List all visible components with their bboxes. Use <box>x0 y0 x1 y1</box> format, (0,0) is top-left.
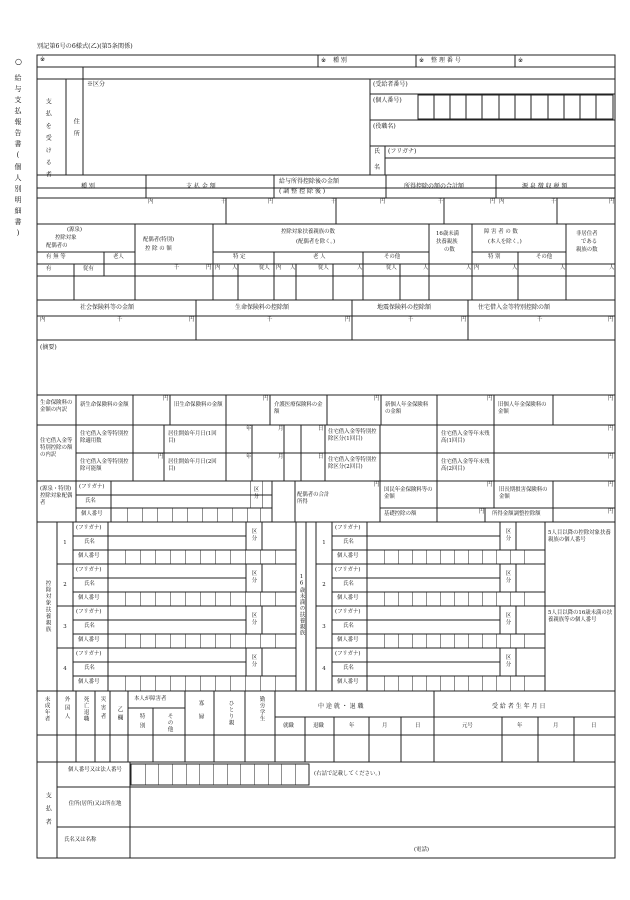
disabled-count-sub: (本人を除く。) <box>488 239 522 245</box>
yen-mark: 円 <box>345 317 351 323</box>
employment-label: 就職 <box>283 723 294 729</box>
kome-mark-2: ※ <box>321 57 327 64</box>
after-deduction-sub: ( 調 整 控 除 後 ) <box>279 188 326 195</box>
nonresident-label-3: 親族の数 <box>576 247 598 253</box>
dependent-kubun: 区分 <box>504 654 511 669</box>
dependent-kubun: 区分 <box>504 612 511 627</box>
dependent-row-number: 2 <box>322 582 326 588</box>
after-deduction-header: 給与所得控除後の金額 <box>279 178 340 185</box>
thousand-mark: 千 <box>267 317 273 323</box>
yen-mark: 円 <box>374 482 380 488</box>
nonresident-label-2: である <box>581 239 598 245</box>
dependent-number: 個人番号 <box>337 595 359 601</box>
thousand-mark: 千 <box>221 199 227 205</box>
payer-address-label: 住所(居所)又は所在地 <box>68 801 122 807</box>
foreigner-label: 外国人 <box>63 696 70 722</box>
applicable-count-label: 住宅借入金等特別控除適用数 <box>80 431 129 445</box>
payment-type-header: 種 別 <box>81 183 95 190</box>
seiri-bango-label: 整 理 番 号 <box>431 57 461 64</box>
year-mark: 年 <box>517 723 523 729</box>
cohabit-mark: 従人 <box>386 265 397 271</box>
person-mark: 人 <box>232 265 238 271</box>
yen-mark: 円 <box>487 396 493 402</box>
kome-mark-3: ※ <box>419 57 425 64</box>
thousand-mark: 千 <box>174 265 180 271</box>
year-end-1-label: 住宅借入金等年末残高(1回目) <box>441 431 490 445</box>
spouse-section-label: (源泉・特別)控除対象配偶者 <box>40 486 73 507</box>
corp-number-label: 個人番号又は法人番号 <box>68 767 122 773</box>
elderly-label: 老人 <box>113 254 124 260</box>
dependent-name: 氏名 <box>84 665 95 671</box>
dependents-left-label: 控除対象扶養親族 <box>44 580 51 633</box>
person-mark: 人 <box>290 265 296 271</box>
personal-number-label: (個人番号) <box>373 97 402 104</box>
total-income-label: 配偶者の合計所得 <box>297 492 330 506</box>
yen-mark: 円 <box>608 482 614 488</box>
dependent-kubun: 区分 <box>504 570 511 585</box>
inner-mark: 内 <box>474 265 480 271</box>
presence-label: 有 無 等 <box>46 254 66 260</box>
thousand-mark: 千 <box>551 199 557 205</box>
phone-label: (電話) <box>414 847 429 853</box>
other-disabled-status: その他 <box>166 713 173 733</box>
nonresident-label: 非居住者 <box>576 231 598 237</box>
inner-mark: 内 <box>499 199 505 205</box>
dependent-row-number: 4 <box>63 666 67 672</box>
deduction-total-header: 所得控除の額の合計額 <box>404 183 465 190</box>
dependents-count-label: 控除対象扶養親族の数 <box>281 229 335 235</box>
fifth-under16-note: 5人目以降の16歳未満の扶養親族等の個人番号 <box>548 610 613 624</box>
person-mark: 人 <box>609 265 615 271</box>
year-mark: 年 <box>246 454 252 460</box>
day-mark: 日 <box>318 426 324 432</box>
under16-label-3: の数 <box>444 247 455 253</box>
under16-label-2: 扶養親族 <box>436 239 458 245</box>
dependent-name: 氏名 <box>84 623 95 629</box>
yen-mark: 円 <box>374 396 380 402</box>
others-label: その他 <box>384 254 401 260</box>
dependent-furigana: (フリガナ) <box>335 609 361 615</box>
special-deduction-label: 配偶者(特別) <box>143 237 175 243</box>
form-header-note: 別記第6号の6様式(乙)(第5条関係) <box>37 43 133 50</box>
yen-mark: 円 <box>608 509 614 515</box>
kome-mark-1: ※ <box>40 56 46 63</box>
disaster-label: 災害者 <box>99 696 106 722</box>
other-disabled-label: その他 <box>536 254 553 260</box>
thousand-mark: 千 <box>438 199 444 205</box>
month-mark: 月 <box>278 426 284 432</box>
thousand-mark: 千 <box>408 317 414 323</box>
dependent-row-number: 2 <box>63 582 67 588</box>
inner-mark: 内 <box>215 265 221 271</box>
new-pension-label: 新個人年金保険料の金額 <box>385 402 429 416</box>
spouse-kubun-label: 区分 <box>252 486 259 501</box>
corp-number-note: (右詰で記載してください。) <box>314 771 381 777</box>
furigana-label: (フリガナ) <box>388 148 417 155</box>
social-insurance-header: 社会保険料等の金額 <box>80 304 135 311</box>
dependent-number: 個人番号 <box>337 637 359 643</box>
dependent-name: 氏名 <box>343 539 354 545</box>
yen-mark: 円 <box>158 454 164 460</box>
retirement-label: 退職 <box>313 723 324 729</box>
dependent-kubun: 区分 <box>250 612 257 627</box>
dependent-row-number: 3 <box>63 624 67 630</box>
midyear-header: 中 途 就 ・ 退 職 <box>318 703 364 710</box>
birth-date-header: 受 給 者 生 年 月 日 <box>492 703 546 710</box>
payment-amount-header: 支 払 金 額 <box>186 183 216 190</box>
minor-label: 未成年者 <box>43 696 50 723</box>
specific-label: 特 定 <box>233 254 246 260</box>
yen-mark: 円 <box>263 396 269 402</box>
inner-mark: 内 <box>40 317 46 323</box>
old-long-term-label: 旧長期損害保険料の金額 <box>499 487 548 501</box>
earthquake-insurance-header: 地震保険料の控除額 <box>377 304 432 311</box>
shubetsu-label: 種 別 <box>333 57 347 64</box>
yen-mark: 円 <box>487 482 493 488</box>
basic-deduction-label: 基礎控除の額 <box>384 511 417 517</box>
dependent-kubun: 区分 <box>250 654 257 669</box>
care-label: 介護医療保険料の金額 <box>274 402 323 416</box>
recipient-number-label: (受給者番号) <box>373 81 408 88</box>
yen-mark: 円 <box>268 199 274 205</box>
dependent-name: 氏名 <box>343 665 354 671</box>
yen-mark: 円 <box>609 199 615 205</box>
kubun-label: ※区分 <box>87 81 106 88</box>
dependent-number: 個人番号 <box>78 637 100 643</box>
payer-label: 支払者 <box>44 792 52 832</box>
widow-label: 寡婦 <box>197 700 204 728</box>
dependents-count-sub: (配偶者を除く。) <box>296 239 336 245</box>
start-date-1-label: 居住開始年月日(1回目) <box>168 431 217 445</box>
withholding-header: 源 泉 徴 収 税 額 <box>522 183 568 190</box>
dependents-right-label: 16歳未満の扶養親族 <box>298 574 305 636</box>
payer-name-label: 氏名又は名称 <box>64 837 97 843</box>
dependent-furigana: (フリガナ) <box>335 651 361 657</box>
housing-breakdown-label: 住宅借入金等特別控除の額の内訳 <box>40 438 73 458</box>
national-pension-label: 国民年金保険料等の金額 <box>384 487 433 501</box>
dependent-number: 個人番号 <box>78 595 100 601</box>
thousand-mark: 千 <box>537 317 543 323</box>
yen-mark: 円 <box>608 317 614 323</box>
joint-label: 従有 <box>83 266 94 272</box>
old-life-label: 旧生命保険料の金額 <box>174 402 223 408</box>
yen-mark: 円 <box>461 317 467 323</box>
name-label-1: 氏 <box>374 148 381 155</box>
spouse-name-label: 氏名 <box>85 498 96 504</box>
dependent-furigana: (フリガナ) <box>335 525 361 531</box>
person-mark: 人 <box>560 265 566 271</box>
yen-mark: 円 <box>479 509 485 515</box>
dependent-furigana: (フリガナ) <box>335 567 361 573</box>
inner-mark: 内 <box>148 199 154 205</box>
adjustment-deduction-label: 所得金額調整控除額 <box>492 511 541 517</box>
era-label: 元号 <box>462 723 473 729</box>
spouse-furigana-label: (フリガナ) <box>79 484 105 490</box>
dependent-number: 個人番号 <box>337 679 359 685</box>
thousand-mark: 千 <box>331 199 337 205</box>
job-title-label: (役職名) <box>373 123 396 130</box>
fifth-dependent-note: 5人目以降の控除対象扶養親族の個人番号 <box>548 530 611 544</box>
thousand-mark: 千 <box>117 317 123 323</box>
day-mark: 日 <box>415 723 421 729</box>
new-life-label: 新生命保険料の金額 <box>80 402 129 408</box>
dependent-name: 氏名 <box>343 623 354 629</box>
possible-amount-label: 住宅借入金等特別控除可能額 <box>80 459 129 473</box>
special-deduction-label-2: 控 除 の 額 <box>145 246 172 252</box>
under16-label: 16歳未満 <box>436 231 460 237</box>
deduction-kubun-2-label: 住宅借入金等特別控除区分(2回目) <box>328 457 377 471</box>
dependent-name: 氏名 <box>84 539 95 545</box>
payment-recipient-label: 支払を受ける者 <box>44 98 52 184</box>
dependent-row-number: 4 <box>322 666 326 672</box>
month-mark: 月 <box>553 723 559 729</box>
person-mark: 人 <box>423 265 429 271</box>
dependent-kubun: 区分 <box>250 570 257 585</box>
person-mark: 人 <box>357 265 363 271</box>
dependent-furigana: (フリガナ) <box>76 567 102 573</box>
cohabit-mark: 従人 <box>318 265 329 271</box>
start-date-2-label: 居住開始年月日(2回目) <box>168 459 217 473</box>
yen-mark: 円 <box>490 199 496 205</box>
dependent-number: 個人番号 <box>78 679 100 685</box>
month-mark: 月 <box>382 723 388 729</box>
dependent-kubun: 区分 <box>250 528 257 543</box>
dependent-number: 個人番号 <box>78 553 100 559</box>
death-retirement-label: 死亡退職 <box>82 696 89 723</box>
year-end-2-label: 住宅借入金等年末残高(2回目) <box>441 459 490 473</box>
disabled-self-label: 本人が障害者 <box>134 696 167 702</box>
spouse-source-label: (源泉) <box>67 227 82 233</box>
single-parent-label: ひとり親 <box>227 700 234 727</box>
name-label-2: 名 <box>374 164 381 171</box>
dependent-row-number: 1 <box>63 540 67 546</box>
dependent-name: 氏名 <box>84 581 95 587</box>
spouse-number-label: 個人番号 <box>81 511 103 517</box>
housing-deduction-header: 住宅借入金等特別控除の額 <box>478 304 551 311</box>
dependent-kubun: 区分 <box>504 528 511 543</box>
person-mark: 人 <box>466 265 472 271</box>
special-disabled-label: 特 別 <box>488 254 501 260</box>
spouse-word-label: 配偶者の <box>46 243 68 249</box>
otsu-column-label: 乙欄 <box>116 706 123 724</box>
dependent-name: 氏名 <box>343 581 354 587</box>
deduction-kubun-1-label: 住宅借入金等特別控除区分(1回目) <box>328 429 377 443</box>
yen-mark: 円 <box>189 317 195 323</box>
remarks-label: (摘要) <box>40 344 57 351</box>
dependent-row-number: 3 <box>322 624 326 630</box>
working-student-label: 勤労学生 <box>258 696 265 723</box>
day-mark: 日 <box>591 723 597 729</box>
day-mark: 日 <box>318 454 324 460</box>
elderly-count-label: 老 人 <box>313 254 326 260</box>
yes-label: 有 <box>46 266 52 272</box>
form-side-title: 給与支払報告書(個人別明細書) <box>14 74 22 241</box>
life-insurance-header: 生命保険料の控除額 <box>235 304 290 311</box>
yen-mark: 円 <box>163 396 169 402</box>
address-label: 住所 <box>72 118 80 143</box>
month-mark: 月 <box>278 454 284 460</box>
special-disabled-status: 特別 <box>138 713 145 733</box>
cohabit-mark: 従人 <box>259 265 270 271</box>
life-breakdown-label: 生命保険料の金額の内訳 <box>40 400 73 413</box>
dependent-furigana: (フリガナ) <box>76 609 102 615</box>
disabled-count-label: 障 害 者 の 数 <box>484 229 518 235</box>
dependent-row-number: 1 <box>322 540 326 546</box>
circle-mark: ○ <box>15 57 22 66</box>
deduction-target-label: 控除対象 <box>55 235 77 241</box>
person-mark: 人 <box>512 265 518 271</box>
dependent-furigana: (フリガナ) <box>76 651 102 657</box>
yen-mark: 円 <box>380 199 386 205</box>
year-mark: 年 <box>246 426 252 432</box>
dependent-furigana: (フリガナ) <box>76 525 102 531</box>
yen-mark: 円 <box>206 265 212 271</box>
inner-mark: 内 <box>276 265 282 271</box>
old-pension-label: 旧個人年金保険料の金額 <box>498 402 547 416</box>
kome-mark-4: ※ <box>518 57 524 64</box>
yen-mark: 円 <box>608 396 614 402</box>
yen-mark: 円 <box>608 454 614 460</box>
year-mark: 年 <box>349 723 355 729</box>
yen-mark: 円 <box>608 426 614 432</box>
dependent-number: 個人番号 <box>337 553 359 559</box>
